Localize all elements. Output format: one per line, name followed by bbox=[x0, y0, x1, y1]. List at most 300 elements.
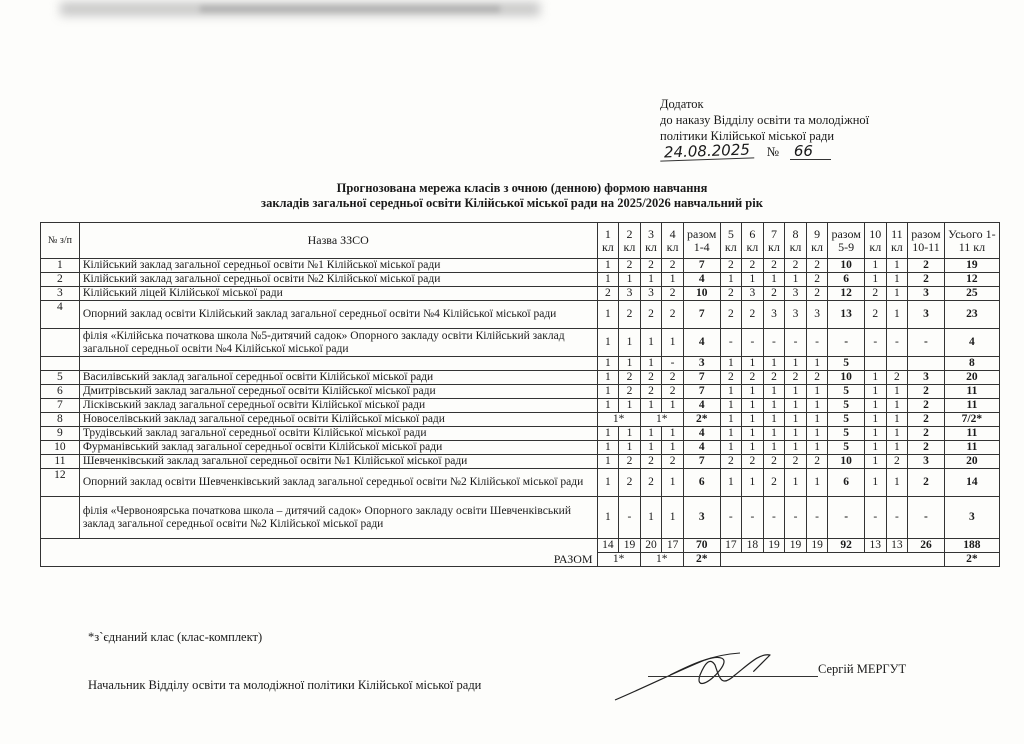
total-cell: 2* bbox=[683, 553, 720, 567]
table-cell: 2 bbox=[720, 259, 742, 273]
table-cell: 1 bbox=[720, 399, 742, 413]
signer-name: Сергій МЕРГУТ bbox=[818, 662, 907, 676]
table-cell: 19 bbox=[944, 259, 999, 273]
order-date-line bbox=[660, 140, 869, 162]
table-cell: 1 bbox=[806, 469, 828, 497]
table-cell: 2 bbox=[763, 469, 785, 497]
col-num: № з/п bbox=[41, 223, 80, 259]
table-cell: 2 bbox=[662, 301, 684, 329]
total-cell: 17 bbox=[662, 539, 684, 553]
order-number: 66 bbox=[790, 143, 831, 160]
table-cell: 1 bbox=[720, 469, 742, 497]
table-cell: - bbox=[720, 329, 742, 357]
col-g10: 10 кл bbox=[865, 223, 887, 259]
table-cell: 1 bbox=[865, 371, 887, 385]
table-row bbox=[41, 469, 1000, 497]
col-sum14: разом 1-4 bbox=[683, 223, 720, 259]
signer-position: Начальник Відділу освіти та молодіжної політики Кілійської міської ради bbox=[88, 678, 482, 692]
table-row bbox=[41, 413, 1000, 427]
table-cell: 12 bbox=[828, 287, 865, 301]
table-cell: 1 bbox=[886, 287, 908, 301]
row-number bbox=[41, 329, 80, 357]
table-cell bbox=[886, 357, 908, 371]
total-cell: 19 bbox=[619, 539, 641, 553]
table-cell: 1 bbox=[865, 469, 887, 497]
table-cell: 1 bbox=[785, 273, 807, 287]
table-cell: 2 bbox=[662, 371, 684, 385]
table-cell: 1 bbox=[865, 413, 887, 427]
table-cell: 1 bbox=[640, 441, 662, 455]
table-cell: 2 bbox=[806, 273, 828, 287]
table-cell: 2 bbox=[640, 371, 662, 385]
table-cell: 2 bbox=[886, 455, 908, 469]
table-cell: 6 bbox=[828, 273, 865, 287]
table-cell: - bbox=[785, 497, 807, 539]
table-cell: 5 bbox=[828, 399, 865, 413]
table-cell: - bbox=[763, 329, 785, 357]
annex-line: політики Кілійської міської ради bbox=[660, 129, 835, 143]
table-cell: 11 bbox=[944, 399, 999, 413]
table-cell: - bbox=[828, 329, 865, 357]
school-name: філія «Кілійська початкова школа №5-дитячий садок» Опорного закладу освіти Кілійський заклад загальної середньої освіти №4 Кілійської міської ради bbox=[79, 329, 597, 357]
table-cell bbox=[865, 357, 887, 371]
table-cell: 2* bbox=[683, 413, 720, 427]
table-cell: 1 bbox=[886, 385, 908, 399]
school-name: Новоселівський заклад загальної середньої освіти Кілійської міської ради bbox=[79, 413, 597, 427]
table-cell: - bbox=[908, 329, 945, 357]
table-cell: 2 bbox=[619, 455, 641, 469]
table-cell: 1 bbox=[597, 469, 619, 497]
table-cell: 6 bbox=[828, 469, 865, 497]
table-cell: 1 bbox=[742, 273, 764, 287]
table-row bbox=[41, 329, 1000, 357]
table-cell: 1 bbox=[619, 329, 641, 357]
total-cell: 19 bbox=[763, 539, 785, 553]
table-cell: 3 bbox=[785, 287, 807, 301]
table-cell: 10 bbox=[828, 259, 865, 273]
table-cell: 2 bbox=[908, 399, 945, 413]
table-row bbox=[41, 441, 1000, 455]
table-cell: 1 bbox=[662, 427, 684, 441]
school-name: Трудівський заклад загальної середньої освіти Кілійської міської ради bbox=[79, 427, 597, 441]
schools-table bbox=[40, 222, 1000, 567]
row-number: 12 bbox=[41, 469, 80, 497]
signature-line bbox=[648, 676, 818, 677]
row-number: 11 bbox=[41, 455, 80, 469]
table-cell: 1 bbox=[640, 427, 662, 441]
table-row bbox=[41, 385, 1000, 399]
table-cell: 2 bbox=[619, 371, 641, 385]
total-cell: 188 bbox=[944, 539, 999, 553]
table-cell: 3 bbox=[742, 287, 764, 301]
table-cell: 1 bbox=[865, 259, 887, 273]
table-cell: 2 bbox=[908, 385, 945, 399]
table-cell: 1 bbox=[662, 469, 684, 497]
table-cell: 3 bbox=[683, 497, 720, 539]
table-cell: 1 bbox=[640, 497, 662, 539]
table-cell: 2 bbox=[908, 413, 945, 427]
col-g3: 3 кл bbox=[640, 223, 662, 259]
table-cell: 1 bbox=[640, 273, 662, 287]
table-cell: - bbox=[662, 357, 684, 371]
table-cell: 1* bbox=[597, 413, 640, 427]
table-cell: 1 bbox=[865, 441, 887, 455]
table-cell: 1 bbox=[806, 399, 828, 413]
table-cell: 1 bbox=[785, 469, 807, 497]
table-cell: 1* bbox=[640, 413, 683, 427]
footnote: *з`єднаний клас (клас-комплект) bbox=[88, 630, 263, 644]
table-cell: 2 bbox=[908, 273, 945, 287]
table-cell: - bbox=[886, 497, 908, 539]
table-cell: 1 bbox=[597, 357, 619, 371]
table-cell: 2 bbox=[662, 259, 684, 273]
table-cell: 1 bbox=[662, 441, 684, 455]
col-g11: 11 кл bbox=[886, 223, 908, 259]
table-cell: 5 bbox=[828, 441, 865, 455]
table-cell: 4 bbox=[683, 273, 720, 287]
table-cell: 1 bbox=[720, 385, 742, 399]
total-cell: 19 bbox=[806, 539, 828, 553]
table-cell: 1 bbox=[763, 427, 785, 441]
school-name: Шевченківський заклад загальної середньої освіти №1 Кілійської міської ради bbox=[79, 455, 597, 469]
table-cell: 1 bbox=[720, 441, 742, 455]
document-title bbox=[0, 181, 1024, 211]
col-g8: 8 кл bbox=[785, 223, 807, 259]
table-cell: 2 bbox=[908, 259, 945, 273]
table-cell: 2 bbox=[640, 469, 662, 497]
row-number: 5 bbox=[41, 371, 80, 385]
table-cell: 7 bbox=[683, 455, 720, 469]
table-cell: 1 bbox=[886, 259, 908, 273]
table-cell: 2 bbox=[785, 259, 807, 273]
table-cell: 7 bbox=[683, 371, 720, 385]
table-cell: 2 bbox=[908, 469, 945, 497]
table-cell: 3 bbox=[785, 301, 807, 329]
table-cell: 1 bbox=[785, 357, 807, 371]
table-cell: 5 bbox=[828, 427, 865, 441]
table-cell: 1 bbox=[619, 273, 641, 287]
table-cell: 2 bbox=[742, 371, 764, 385]
table-cell: 25 bbox=[944, 287, 999, 301]
table-cell: 2 bbox=[640, 301, 662, 329]
table-cell: 1 bbox=[662, 497, 684, 539]
total-cell: 20 bbox=[640, 539, 662, 553]
table-cell: 2 bbox=[763, 287, 785, 301]
order-date: 24.08.2025 bbox=[660, 141, 754, 161]
title-line: закладів загальної середньої освіти Кілійської міської ради на 2025/2026 навчальний рік bbox=[261, 196, 763, 210]
table-cell: - bbox=[742, 497, 764, 539]
table-cell: 1 bbox=[742, 469, 764, 497]
table-cell: 1 bbox=[640, 329, 662, 357]
row-number: 6 bbox=[41, 385, 80, 399]
table-cell: 1 bbox=[619, 399, 641, 413]
table-cell: 1 bbox=[865, 273, 887, 287]
table-cell: 3 bbox=[944, 497, 999, 539]
col-g5: 5 кл bbox=[720, 223, 742, 259]
table-cell: 1 bbox=[742, 385, 764, 399]
table-cell: 1 bbox=[785, 441, 807, 455]
table-cell: 1 bbox=[886, 301, 908, 329]
row-number: 4 bbox=[41, 301, 80, 329]
table-cell: 1 bbox=[886, 273, 908, 287]
total-cell: 19 bbox=[785, 539, 807, 553]
number-sign: № bbox=[766, 144, 780, 159]
table-cell: 1 bbox=[763, 273, 785, 287]
school-name: Кілійський ліцей Кілійської міської ради bbox=[79, 287, 597, 301]
row-number: 2 bbox=[41, 273, 80, 287]
totals-label: РАЗОМ bbox=[41, 539, 598, 567]
totals-row bbox=[41, 539, 1000, 553]
table-cell: 2 bbox=[619, 385, 641, 399]
table-cell: 1 bbox=[597, 273, 619, 287]
table-cell: 5 bbox=[828, 413, 865, 427]
school-name bbox=[79, 357, 597, 371]
table-cell: 3 bbox=[908, 287, 945, 301]
table-cell: 4 bbox=[683, 427, 720, 441]
table-cell: 1 bbox=[785, 399, 807, 413]
table-cell: 1 bbox=[742, 399, 764, 413]
row-number: 3 bbox=[41, 287, 80, 301]
table-cell: 23 bbox=[944, 301, 999, 329]
table-cell: - bbox=[865, 497, 887, 539]
table-cell: 2 bbox=[720, 301, 742, 329]
table-cell: 20 bbox=[944, 455, 999, 469]
col-name: Назва ЗЗСО bbox=[79, 223, 597, 259]
table-cell: - bbox=[806, 329, 828, 357]
annex-line: до наказу Відділу освіти та молодіжної bbox=[660, 113, 870, 127]
table-row bbox=[41, 399, 1000, 413]
col-sum1011: разом 10-11 bbox=[908, 223, 945, 259]
table-cell: 3 bbox=[908, 455, 945, 469]
table-cell: - bbox=[865, 329, 887, 357]
table-cell: - bbox=[828, 497, 865, 539]
table-cell: 2 bbox=[886, 371, 908, 385]
table-cell: 2 bbox=[720, 287, 742, 301]
table-cell: 1 bbox=[597, 497, 619, 539]
table-cell: 1 bbox=[763, 413, 785, 427]
table-cell: 1 bbox=[806, 441, 828, 455]
table-cell: 1 bbox=[662, 273, 684, 287]
school-name: Дмитрівський заклад загальної середньої освіти Кілійської міської ради bbox=[79, 385, 597, 399]
table-cell: 10 bbox=[828, 371, 865, 385]
table-cell: 1 bbox=[640, 357, 662, 371]
table-cell: - bbox=[785, 329, 807, 357]
col-total: Усього 1-11 кл bbox=[944, 223, 999, 259]
table-cell: 2 bbox=[806, 287, 828, 301]
table-cell: 14 bbox=[944, 469, 999, 497]
table-cell: 2 bbox=[720, 371, 742, 385]
total-cell: 14 bbox=[597, 539, 619, 553]
table-cell: 1 bbox=[806, 385, 828, 399]
table-row bbox=[41, 301, 1000, 329]
table-cell: 2 bbox=[763, 455, 785, 469]
table-cell: 1 bbox=[886, 441, 908, 455]
table-cell: 1 bbox=[785, 385, 807, 399]
row-number: 8 bbox=[41, 413, 80, 427]
table-cell: 5 bbox=[828, 385, 865, 399]
school-name: Кілійський заклад загальної середньої освіти №1 Кілійської міської ради bbox=[79, 259, 597, 273]
col-g2: 2 кл bbox=[619, 223, 641, 259]
table-row bbox=[41, 287, 1000, 301]
table-cell: 1 bbox=[742, 441, 764, 455]
row-number: 1 bbox=[41, 259, 80, 273]
table-row bbox=[41, 259, 1000, 273]
table-cell: 2 bbox=[763, 371, 785, 385]
table-cell: 2 bbox=[763, 259, 785, 273]
col-g4: 4 кл bbox=[662, 223, 684, 259]
table-cell: 2 bbox=[619, 469, 641, 497]
table-cell: 1 bbox=[763, 441, 785, 455]
table-cell: 1 bbox=[886, 427, 908, 441]
table-cell: - bbox=[806, 497, 828, 539]
table-cell: 1 bbox=[865, 455, 887, 469]
total-cell: 70 bbox=[683, 539, 720, 553]
table-cell: 1 bbox=[597, 427, 619, 441]
total-cell: 17 bbox=[720, 539, 742, 553]
table-row bbox=[41, 357, 1000, 371]
table-cell: 2 bbox=[619, 301, 641, 329]
total-cell: 1* bbox=[640, 553, 683, 567]
table-cell: 2 bbox=[806, 455, 828, 469]
table-cell: 1 bbox=[886, 469, 908, 497]
table-cell: 1 bbox=[742, 427, 764, 441]
table-cell: 1 bbox=[742, 357, 764, 371]
table-cell: 20 bbox=[944, 371, 999, 385]
table-cell: 8 bbox=[944, 357, 999, 371]
table-cell: 1 bbox=[742, 413, 764, 427]
table-cell: 2 bbox=[806, 371, 828, 385]
col-sum59: разом 5-9 bbox=[828, 223, 865, 259]
row-number bbox=[41, 357, 80, 371]
title-line: Прогнозована мережа класів з очною (денною) формою навчання bbox=[336, 181, 708, 195]
table-cell: 1 bbox=[597, 329, 619, 357]
table-cell: 2 bbox=[742, 301, 764, 329]
table-cell: 2 bbox=[785, 455, 807, 469]
table-cell: 1 bbox=[662, 399, 684, 413]
school-name: Лісківський заклад загальної середньої освіти Кілійської міської ради bbox=[79, 399, 597, 413]
table-cell: 1 bbox=[640, 399, 662, 413]
table-cell: 1 bbox=[763, 357, 785, 371]
total-cell: 13 bbox=[865, 539, 887, 553]
table-cell: 7 bbox=[683, 259, 720, 273]
total-cell bbox=[720, 553, 944, 567]
col-g7: 7 кл bbox=[763, 223, 785, 259]
table-cell: 1 bbox=[806, 413, 828, 427]
school-name: Кілійський заклад загальної середньої освіти №2 Кілійської міської ради bbox=[79, 273, 597, 287]
table-cell: 2 bbox=[742, 259, 764, 273]
annex-title: Додаток bbox=[660, 97, 704, 111]
scan-artifact bbox=[200, 6, 500, 12]
table-cell: 1 bbox=[619, 441, 641, 455]
table-cell: 4 bbox=[683, 399, 720, 413]
table-cell: 7/2* bbox=[944, 413, 999, 427]
table-cell: 1 bbox=[720, 273, 742, 287]
total-cell: 1* bbox=[597, 553, 640, 567]
table-cell: 1 bbox=[619, 357, 641, 371]
table-cell: 1 bbox=[720, 427, 742, 441]
table-cell: 2 bbox=[662, 455, 684, 469]
table-cell: 2 bbox=[908, 427, 945, 441]
table-row bbox=[41, 273, 1000, 287]
table-cell: - bbox=[908, 497, 945, 539]
table-cell: 7 bbox=[683, 301, 720, 329]
table-cell: 1 bbox=[597, 441, 619, 455]
table-cell: 1 bbox=[886, 399, 908, 413]
table-cell: 1 bbox=[597, 455, 619, 469]
total-cell: 2* bbox=[944, 553, 999, 567]
table-cell: 1 bbox=[720, 357, 742, 371]
table-cell: 3 bbox=[763, 301, 785, 329]
table-cell: - bbox=[720, 497, 742, 539]
table-cell: 1 bbox=[619, 427, 641, 441]
annex-block bbox=[660, 96, 869, 160]
table-cell: 3 bbox=[619, 287, 641, 301]
school-name: Опорний заклад освіти Кілійський заклад загальної середньої освіти №4 Кілійської міської ради bbox=[79, 301, 597, 329]
table-cell: 7 bbox=[683, 385, 720, 399]
table-cell: 11 bbox=[944, 427, 999, 441]
table-cell: 4 bbox=[683, 441, 720, 455]
school-name: Опорний заклад освіти Шевченківський заклад загальної середньої освіти №2 Кілійської міської ради bbox=[79, 469, 597, 497]
table-cell: - bbox=[742, 329, 764, 357]
table-cell: 2 bbox=[785, 371, 807, 385]
table-cell: 2 bbox=[865, 301, 887, 329]
table-cell: 2 bbox=[640, 455, 662, 469]
table-cell: 5 bbox=[828, 357, 865, 371]
total-cell: 13 bbox=[886, 539, 908, 553]
table-cell: 1 bbox=[597, 385, 619, 399]
row-number: 9 bbox=[41, 427, 80, 441]
table-cell: 2 bbox=[908, 441, 945, 455]
table-cell: - bbox=[763, 497, 785, 539]
table-row bbox=[41, 497, 1000, 539]
total-cell: 18 bbox=[742, 539, 764, 553]
table-cell bbox=[908, 357, 945, 371]
table-cell: 1 bbox=[785, 413, 807, 427]
table-cell: 1 bbox=[662, 329, 684, 357]
school-name: Василівський заклад загальної середньої освіти Кілійської міської ради bbox=[79, 371, 597, 385]
table-cell: 1 bbox=[597, 399, 619, 413]
table-cell: 1 bbox=[865, 427, 887, 441]
table-cell: 3 bbox=[908, 301, 945, 329]
row-number bbox=[41, 497, 80, 539]
table-cell: 4 bbox=[944, 329, 999, 357]
table-cell: 2 bbox=[742, 455, 764, 469]
table-cell: 2 bbox=[806, 259, 828, 273]
total-cell: 26 bbox=[908, 539, 945, 553]
table-cell: 4 bbox=[683, 329, 720, 357]
table-cell: 2 bbox=[640, 385, 662, 399]
table-cell: 2 bbox=[720, 455, 742, 469]
table-cell: - bbox=[886, 329, 908, 357]
table-cell: 6 bbox=[683, 469, 720, 497]
table-cell: 1 bbox=[763, 385, 785, 399]
col-g9: 9 кл bbox=[806, 223, 828, 259]
table-cell: 10 bbox=[828, 455, 865, 469]
table-cell: 3 bbox=[806, 301, 828, 329]
school-name: Фурманівський заклад загальної середньої освіти Кілійської міської ради bbox=[79, 441, 597, 455]
table-cell: 2 bbox=[662, 385, 684, 399]
table-cell: 10 bbox=[683, 287, 720, 301]
table-cell: 1 bbox=[597, 371, 619, 385]
table-cell: 1 bbox=[865, 385, 887, 399]
table-cell: - bbox=[619, 497, 641, 539]
table-cell: 1 bbox=[597, 301, 619, 329]
table-cell: 11 bbox=[944, 441, 999, 455]
total-cell: 92 bbox=[828, 539, 865, 553]
table-cell: 1 bbox=[865, 399, 887, 413]
school-name: філія «Червоноярська початкова школа – дитячий садок» Опорного закладу освіти Шевченківський заклад загальної середньої освіти №2 Кілійської міської ради bbox=[79, 497, 597, 539]
signature-scribble bbox=[610, 645, 780, 705]
